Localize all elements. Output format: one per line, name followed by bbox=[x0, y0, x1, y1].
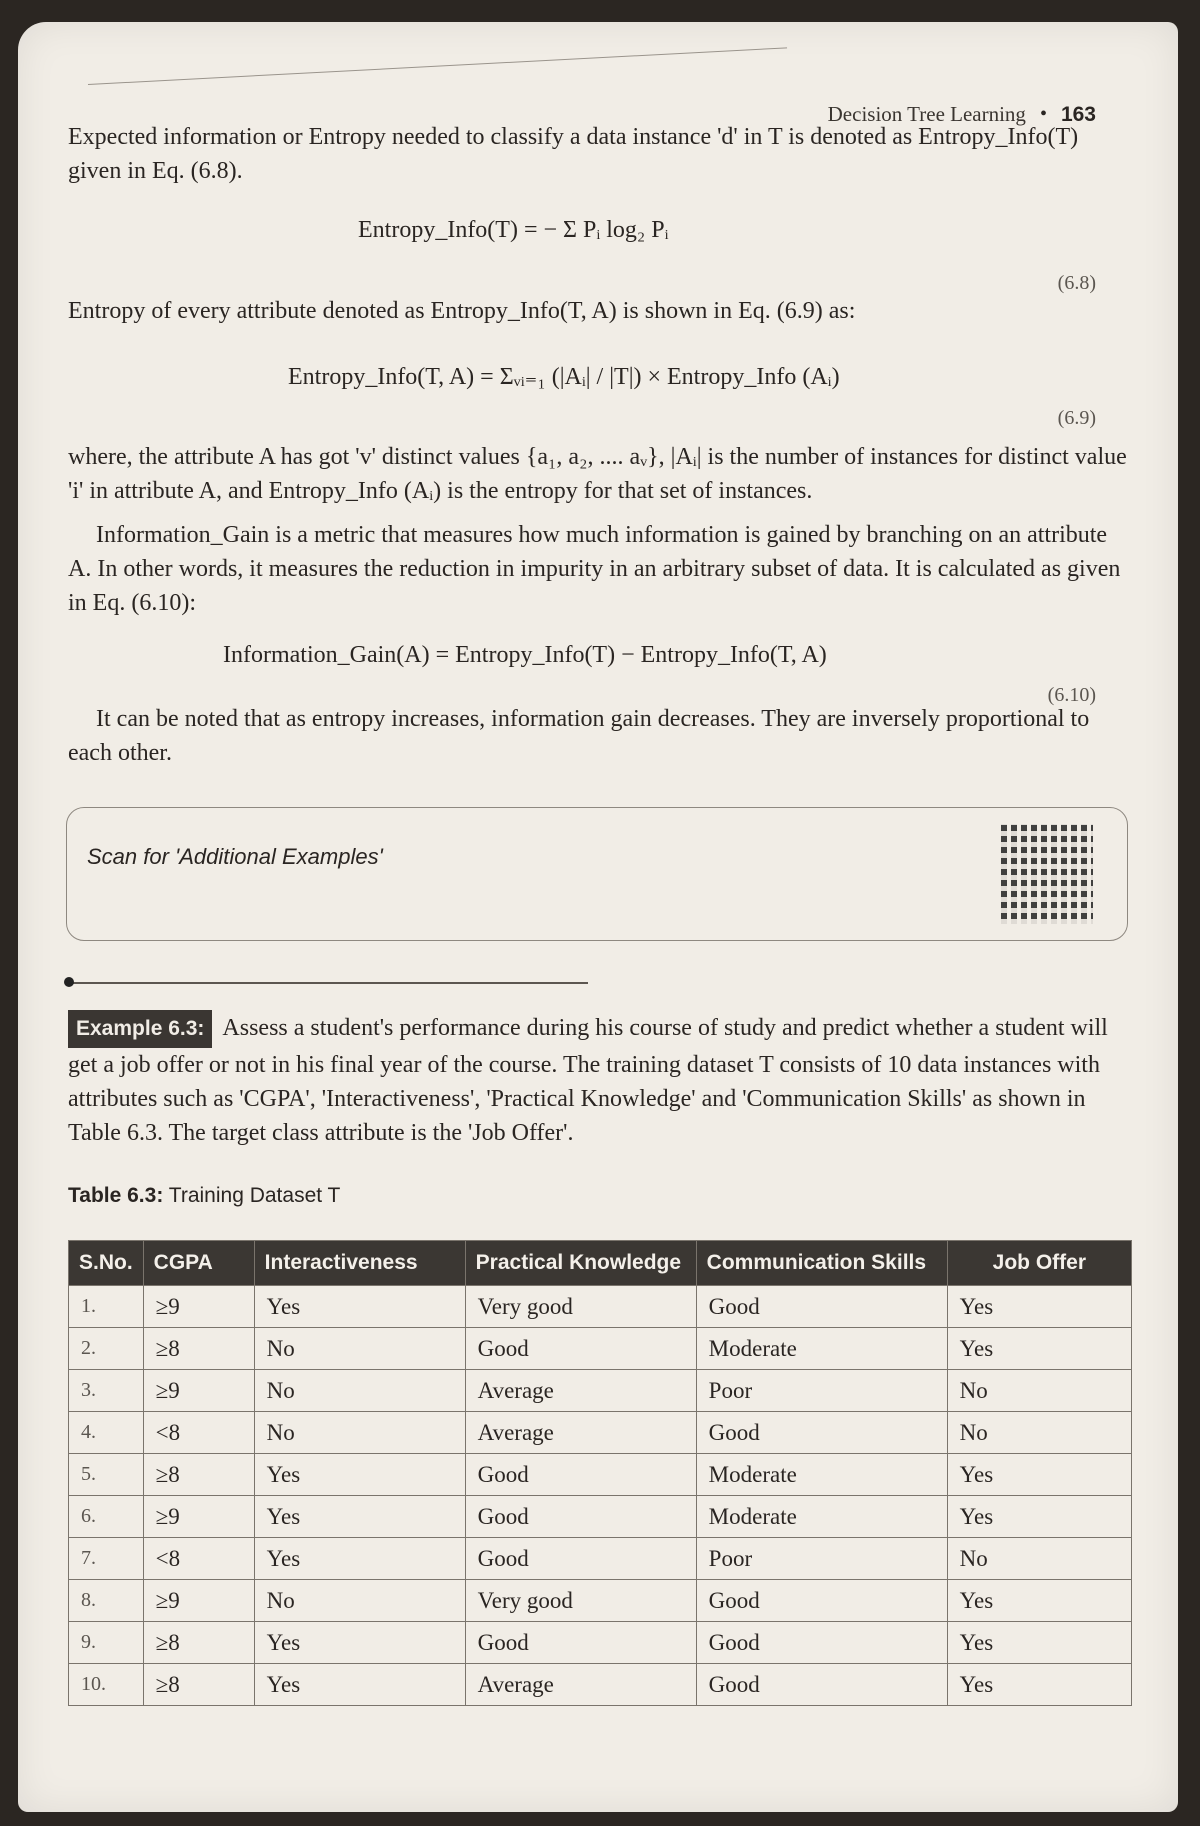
cell-sno: 10. bbox=[69, 1664, 144, 1706]
qr-code-icon[interactable] bbox=[1001, 824, 1093, 924]
cell-interactiveness: No bbox=[254, 1370, 465, 1412]
example-paragraph bbox=[68, 1010, 1128, 1150]
cell-communication-skills: Good bbox=[696, 1412, 947, 1454]
cell-practical-knowledge: Very good bbox=[465, 1286, 696, 1328]
header-job-offer: Job Offer bbox=[947, 1241, 1131, 1286]
cell-practical-knowledge: Average bbox=[465, 1370, 696, 1412]
cell-cgpa: ≥9 bbox=[143, 1580, 254, 1622]
cell-communication-skills: Good bbox=[696, 1286, 947, 1328]
table-row bbox=[69, 1328, 1132, 1370]
example-label: Example 6.3: bbox=[68, 1010, 212, 1048]
page-number: 163 bbox=[1060, 102, 1096, 126]
cell-cgpa: <8 bbox=[143, 1412, 254, 1454]
cell-communication-skills: Poor bbox=[696, 1538, 947, 1580]
cell-job-offer: Yes bbox=[947, 1328, 1131, 1370]
cell-communication-skills: Poor bbox=[696, 1370, 947, 1412]
cell-cgpa: ≥9 bbox=[143, 1496, 254, 1538]
scan-box bbox=[66, 807, 1128, 941]
cell-practical-knowledge: Good bbox=[465, 1622, 696, 1664]
cell-sno: 2. bbox=[69, 1328, 144, 1370]
equation-number-6-10: (6.10) bbox=[1047, 684, 1096, 706]
cell-job-offer: No bbox=[947, 1370, 1131, 1412]
cell-communication-skills: Moderate bbox=[696, 1496, 947, 1538]
header-rule bbox=[88, 47, 787, 85]
section-rule bbox=[68, 982, 588, 984]
table-row bbox=[69, 1538, 1132, 1580]
header-sno: S.No. bbox=[69, 1241, 144, 1286]
chapter-title: Decision Tree Learning bbox=[827, 102, 1026, 126]
cell-communication-skills: Moderate bbox=[696, 1454, 947, 1496]
cell-interactiveness: Yes bbox=[254, 1622, 465, 1664]
cell-sno: 8. bbox=[69, 1580, 144, 1622]
table-header-row bbox=[69, 1241, 1132, 1286]
cell-practical-knowledge: Good bbox=[465, 1454, 696, 1496]
cell-cgpa: ≥8 bbox=[143, 1454, 254, 1496]
cell-cgpa: ≥8 bbox=[143, 1328, 254, 1370]
equation-number-6-9: (6.9) bbox=[1057, 407, 1096, 429]
cell-cgpa: ≥8 bbox=[143, 1622, 254, 1664]
equation-6-10: Information_Gain(A) = Entropy_Info(T) − Entropy_Info(T, A) bbox=[223, 642, 827, 668]
table-row bbox=[69, 1370, 1132, 1412]
cell-cgpa: ≥8 bbox=[143, 1664, 254, 1706]
table-row bbox=[69, 1286, 1132, 1328]
cell-interactiveness: No bbox=[254, 1412, 465, 1454]
table-row bbox=[69, 1580, 1132, 1622]
cell-cgpa: ≥9 bbox=[143, 1370, 254, 1412]
cell-practical-knowledge: Average bbox=[465, 1664, 696, 1706]
header-communication-skills: Communication Skills bbox=[696, 1241, 947, 1286]
cell-job-offer: Yes bbox=[947, 1496, 1131, 1538]
header-cgpa: CGPA bbox=[143, 1241, 254, 1286]
table-row bbox=[69, 1622, 1132, 1664]
cell-practical-knowledge: Good bbox=[465, 1538, 696, 1580]
cell-job-offer: No bbox=[947, 1538, 1131, 1580]
cell-interactiveness: No bbox=[254, 1328, 465, 1370]
training-dataset-table bbox=[68, 1240, 1132, 1706]
cell-practical-knowledge: Very good bbox=[465, 1580, 696, 1622]
cell-sno: 3. bbox=[69, 1370, 144, 1412]
cell-practical-knowledge: Good bbox=[465, 1496, 696, 1538]
cell-communication-skills: Good bbox=[696, 1622, 947, 1664]
paragraph-information-gain: Information_Gain is a metric that measures how much information is gained by branching on an attribute A. In other words, it measures the reduction in impurity in an arbitrary subset of data. It is calculated as given in Eq. (6.10): bbox=[68, 522, 1121, 616]
paragraph-where: where, the attribute A has got 'v' distinct values {a₁, a₂, .... aᵥ}, |Aᵢ| is the number of instances for distinct value 'i' in attribute A, and Entropy_Info (Aᵢ) is the entropy for that set of instances. bbox=[68, 444, 1127, 504]
cell-interactiveness: Yes bbox=[254, 1538, 465, 1580]
cell-job-offer: Yes bbox=[947, 1580, 1131, 1622]
table-caption bbox=[68, 1184, 340, 1208]
cell-job-offer: Yes bbox=[947, 1454, 1131, 1496]
header-practical-knowledge: Practical Knowledge bbox=[465, 1241, 696, 1286]
cell-communication-skills: Good bbox=[696, 1580, 947, 1622]
cell-job-offer: Yes bbox=[947, 1622, 1131, 1664]
equation-number-6-8: (6.8) bbox=[1057, 272, 1096, 294]
cell-cgpa: <8 bbox=[143, 1538, 254, 1580]
cell-cgpa: ≥9 bbox=[143, 1286, 254, 1328]
cell-interactiveness: Yes bbox=[254, 1496, 465, 1538]
table-caption-text: Training Dataset T bbox=[168, 1184, 341, 1207]
table-caption-label: Table 6.3: bbox=[68, 1184, 164, 1207]
cell-sno: 4. bbox=[69, 1412, 144, 1454]
cell-interactiveness: No bbox=[254, 1580, 465, 1622]
header-interactiveness: Interactiveness bbox=[254, 1241, 465, 1286]
paragraph-inverse: It can be noted that as entropy increases, information gain decreases. They are inversely proportional to each other. bbox=[68, 706, 1090, 766]
cell-interactiveness: Yes bbox=[254, 1286, 465, 1328]
cell-communication-skills: Good bbox=[696, 1664, 947, 1706]
table-row bbox=[69, 1496, 1132, 1538]
paragraph-entropy-intro: Expected information or Entropy needed to classify a data instance 'd' in T is denoted as Entropy_Info(T) given in Eq. (6.8). bbox=[68, 124, 1079, 184]
cell-sno: 1. bbox=[69, 1286, 144, 1328]
header-separator: • bbox=[1039, 103, 1047, 125]
cell-interactiveness: Yes bbox=[254, 1664, 465, 1706]
cell-job-offer: Yes bbox=[947, 1664, 1131, 1706]
cell-practical-knowledge: Good bbox=[465, 1328, 696, 1370]
cell-communication-skills: Moderate bbox=[696, 1328, 947, 1370]
cell-sno: 6. bbox=[69, 1496, 144, 1538]
example-text: Assess a student's performance during his course of study and predict whether a student will get a job offer or not in his final year of the course. The training dataset T consists of 10 data instances with attributes such as 'CGPA', 'Interactiveness', 'Practical Knowledge' and 'Communication Skills' as shown in Table 6.3. The target class attribute is the 'Job Offer'. bbox=[68, 1015, 1108, 1146]
equation-6-9: Entropy_Info(T, A) = Σᵥᵢ₌₁ (|Aᵢ| / |T|) × Entropy_Info (Aᵢ) bbox=[288, 364, 840, 390]
table-row bbox=[69, 1454, 1132, 1496]
equation-6-8: Entropy_Info(T) = − Σ Pᵢ log₂ Pᵢ bbox=[358, 217, 669, 243]
book-page bbox=[18, 22, 1178, 1812]
cell-practical-knowledge: Average bbox=[465, 1412, 696, 1454]
cell-interactiveness: Yes bbox=[254, 1454, 465, 1496]
bullet-icon bbox=[64, 977, 74, 987]
cell-sno: 7. bbox=[69, 1538, 144, 1580]
cell-sno: 5. bbox=[69, 1454, 144, 1496]
paragraph-attribute-entropy: Entropy of every attribute denoted as Entropy_Info(T, A) is shown in Eq. (6.9) as: bbox=[68, 298, 856, 324]
table-row bbox=[69, 1412, 1132, 1454]
scan-label: Scan for 'Additional Examples' bbox=[87, 844, 383, 869]
cell-job-offer: No bbox=[947, 1412, 1131, 1454]
cell-job-offer: Yes bbox=[947, 1286, 1131, 1328]
cell-sno: 9. bbox=[69, 1622, 144, 1664]
table-row bbox=[69, 1664, 1132, 1706]
